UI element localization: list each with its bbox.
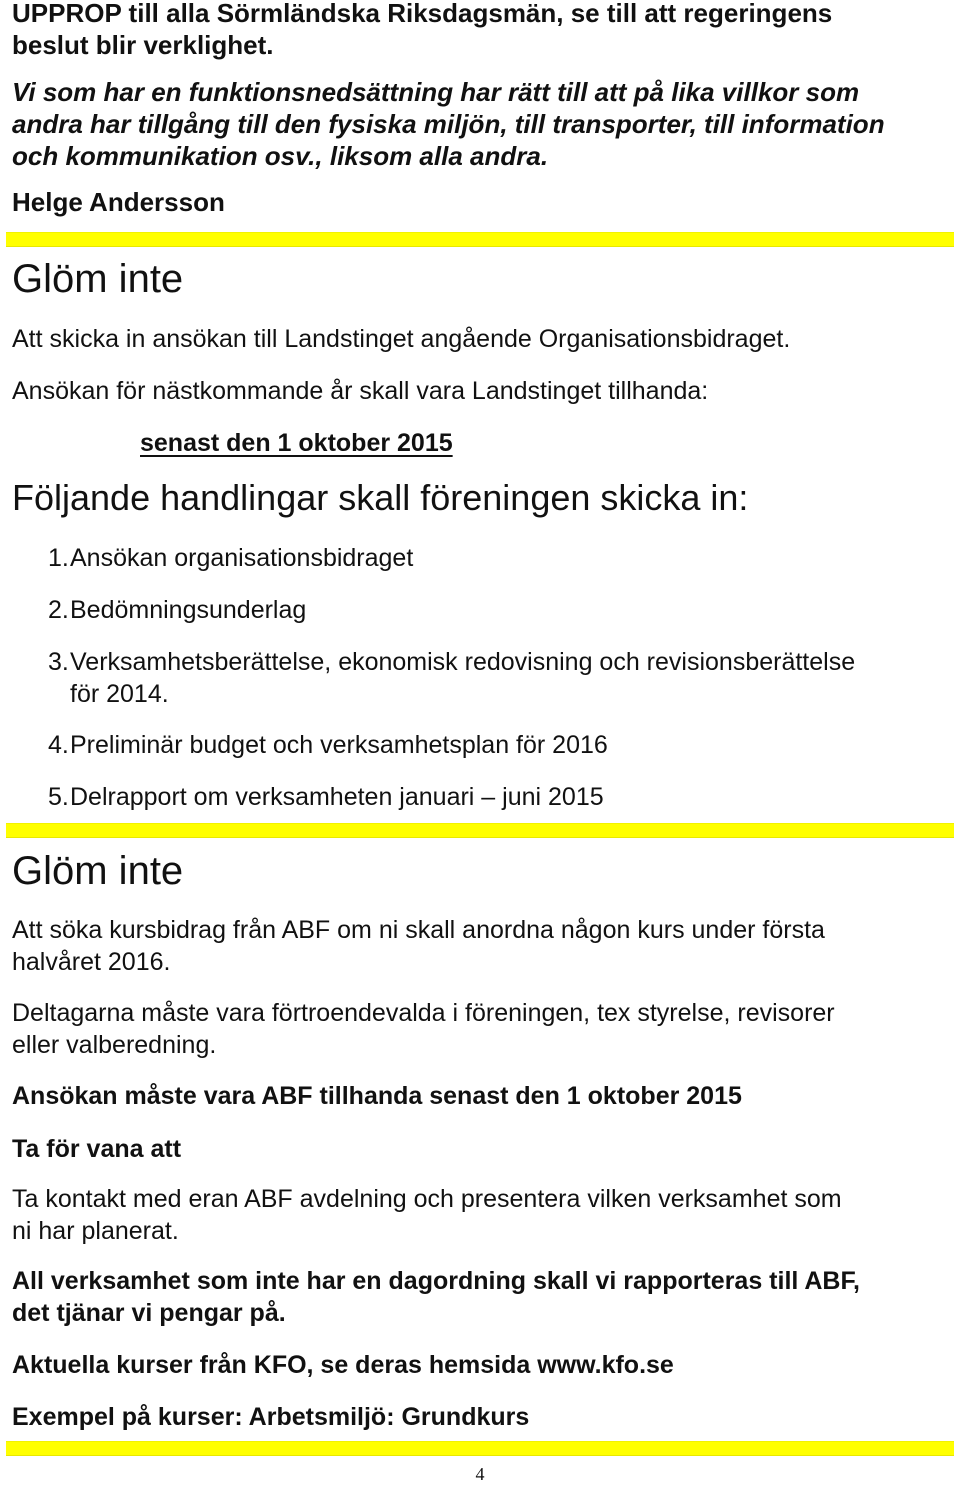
section1-deadline-intro: Ansökan för nästkommande år skall vara Landstinget tillhanda:	[12, 377, 709, 405]
docs-list-number: 3.	[48, 648, 69, 676]
docs-list-text: Bedömningsunderlag	[70, 596, 307, 624]
section1-intro: Att skicka in ansökan till Landstinget angående Organisationsbidraget.	[12, 325, 791, 353]
section2-para1-line-1: Att söka kursbidrag från ABF om ni skall anordna någon kurs under första	[12, 916, 825, 944]
appeal-quote-line-1: Vi som har en funktionsnedsättning har rätt till att på lika villkor som	[12, 77, 860, 107]
appeal-quote-line-3: och kommunikation osv., liksom alla andra.	[12, 141, 549, 171]
appeal-signature: Helge Andersson	[12, 187, 225, 217]
section2-para1-line-2: halvåret 2016.	[12, 948, 171, 976]
section2-habit-line-2: ni har planerat.	[12, 1217, 179, 1245]
section2-deadline-note: Ansökan måste vara ABF tillhanda senast den 1 oktober 2015	[12, 1082, 742, 1110]
docs-list-text: Ansökan organisationsbidraget	[70, 544, 414, 572]
docs-list-item-5	[48, 781, 604, 813]
page-number: 4	[475, 1464, 485, 1484]
highlight-divider	[6, 823, 954, 838]
docs-list-number: 2.	[48, 596, 69, 624]
docs-list-item-2	[48, 594, 306, 626]
docs-list-text: Preliminär budget och verksamhetsplan för 2016	[70, 731, 608, 759]
docs-list-number: 4.	[48, 731, 69, 759]
section1-docs-heading: Följande handlingar skall föreningen skicka in:	[12, 477, 749, 518]
section2-courses-line: Aktuella kurser från KFO, se deras hemsida www.kfo.se	[12, 1351, 674, 1379]
docs-list-number: 1.	[48, 544, 69, 572]
highlight-divider	[6, 232, 954, 247]
section1-heading: Glöm inte	[12, 257, 184, 301]
section2-heading: Glöm inte	[12, 849, 184, 893]
section1-deadline: senast den 1 oktober 2015	[140, 429, 453, 457]
docs-list-item-1	[48, 542, 413, 574]
appeal-heading-line-2: beslut blir verklighet.	[12, 30, 274, 60]
docs-list-item-4	[48, 729, 608, 761]
section2-habit-heading: Ta för vana att	[12, 1135, 182, 1163]
docs-list-item-3-continuation: för 2014.	[70, 680, 169, 708]
section2-examples-line: Exempel på kurser: Arbetsmiljö: Grundkurs	[12, 1403, 530, 1431]
docs-list-number: 5.	[48, 783, 69, 811]
docs-list-item-3	[48, 646, 855, 678]
section2-para2-line-2: eller valberedning.	[12, 1031, 217, 1059]
section2-agenda-line-1: All verksamhet som inte har en dagordning skall vi rapporteras till ABF,	[12, 1267, 860, 1295]
section2-para2-line-1: Deltagarna måste vara förtroendevalda i föreningen, tex styrelse, revisorer	[12, 999, 835, 1027]
section2-habit-line-1: Ta kontakt med eran ABF avdelning och presentera vilken verksamhet som	[12, 1185, 842, 1213]
appeal-quote-line-2: andra har tillgång till den fysiska miljön, till transporter, till information	[12, 109, 885, 139]
appeal-heading-line-1: UPPROP till alla Sörmländska Riksdagsmän, se till att regeringens	[12, 0, 833, 28]
docs-list-text: Verksamhetsberättelse, ekonomisk redovisning och revisionsberättelse	[70, 648, 856, 676]
highlight-divider	[6, 1441, 954, 1456]
section2-agenda-line-2: det tjänar vi pengar på.	[12, 1299, 286, 1327]
docs-list-text: Delrapport om verksamheten januari – juni 2015	[70, 783, 604, 811]
